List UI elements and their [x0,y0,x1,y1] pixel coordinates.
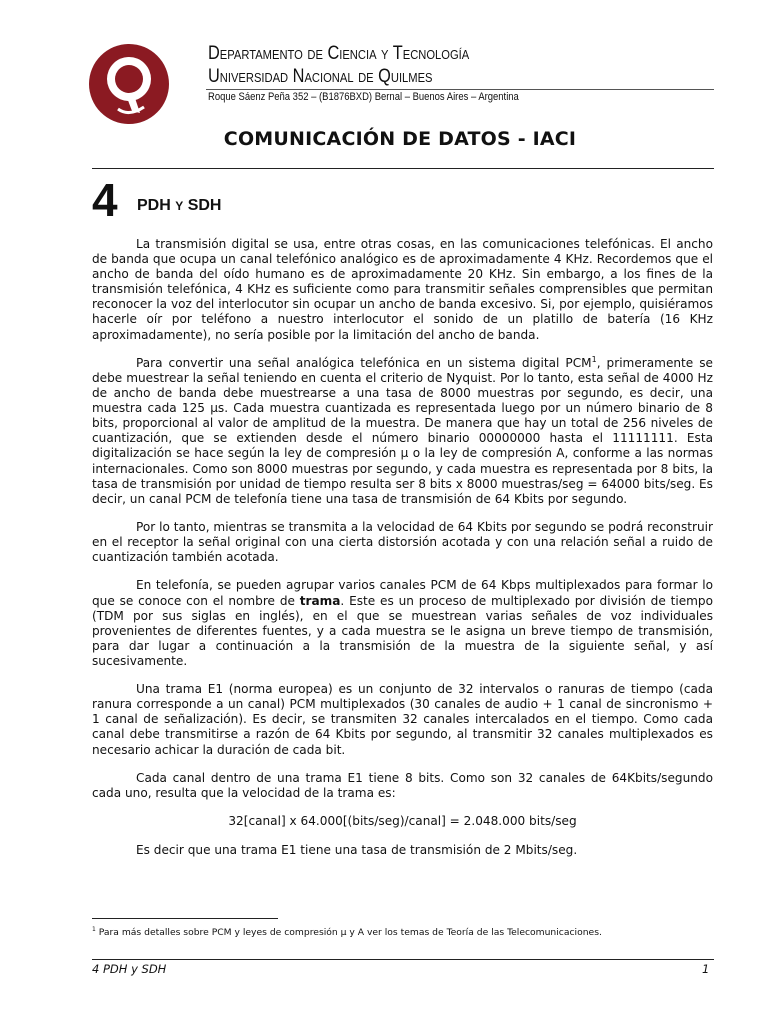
university-name: Universidad Nacional de Quilmes [208,66,433,87]
paragraph-2 [92,356,713,507]
document-title: COMUNICACIÓN DE DATOS - IACI [223,128,577,150]
footnote-text: Para más detalles sobre PCM y leyes de compresión µ y A ver los temas de Teoría de las Telecomunicaciones. [95,927,602,939]
chapter-title-part2: Y [175,199,184,213]
footnote-mark: 1 [92,926,96,933]
paragraph-6: Cada canal dentro de una trama E1 tiene 8 bits. Como son 32 canales de 64Kbits/segundo cada uno, resulta que la velocidad de la trama es: [92,770,713,800]
university-logo [88,43,170,125]
chapter-title-part1: PDH [137,197,176,214]
paragraph-4 [92,578,713,669]
paragraph-2-b: , primeramente se debe muestrear la señal teniendo en cuenta el criterio de Nyquist. Por lo tanto, esta señal de 4000 Hz de ancho de banda debe muestrearse a una tasa de 8000 muestras por segundo, es decir, una muestra cada 125 µs. Cada muestra cuantizada es representada luego por un número binario de 8 bits, proporcional al valor de amplitud de la muestra. De manera que hay un total de 256 niveles de cuantización, que se extienden desde el número binario 00000000 hasta el 11111111. Esta digitalización se hace según la ley de compresión µ o la ley de compresión A, conforme a las normas internacionales. Como son 8000 muestras por segundo, y cada muestra es representada por 8 bits, la tasa de transmisión por unidad de tiempo resulta ser 8 bits x 8000 muestras/seg = 64000 bits/seg. Es decir, un canal PCM de telefonía tiene una tasa de transmisión de 64 Kbits por segundo. [92,355,713,506]
paragraph-4-a: En telefonía, se pueden agrupar varios canales PCM de 64 Kbps multiplexados para formar lo que se conoce con el nombre de [92,578,713,608]
footnote-ref: 1 [591,354,597,364]
formula: 32[canal] x 64.000[(bits/seg)/canal] = 2.048.000 bits/seg [228,814,577,829]
body-text [92,237,713,871]
chapter-title-part3: SDH [183,197,222,214]
term-trama: trama [299,593,341,608]
chapter-number: 4 [92,174,118,226]
chapter-title [137,197,221,215]
footnote [92,924,732,939]
page-number: 1 [702,962,710,976]
paragraph-1: La transmisión digital se usa, entre otras cosas, en las comunicaciones telefónicas. El ancho de banda que ocupa un canal telefónico analógico es de aproximadamente 4 KHz. Recordemos que el ancho de banda del oído humano es de aproximadamente 20 KHz. Sin embargo, a los fines de la transmisión telefónica, 4 KHz es suficiente como para transmitir señales comprensibles que permitan reconocer la voz del interlocutor sin ocupar un ancho de banda excesivo. Si, por ejemplo, quisiéramos hacerle oír por teléfono a nuestro interlocutor el sonido de un platillo de batería (16 KHz aproximadamente), no sería posible por la limitación del ancho de banda. [92,237,713,342]
paragraph-7: Es decir que una trama E1 tiene una tasa de transmisión de 2 Mbits/seg. [136,842,578,857]
footer-chapter: 4 PDH y SDH [92,962,167,976]
footnote-divider [92,918,278,919]
header-block [208,42,718,88]
department-name: Departamento de Ciencia y Tecnología [208,43,470,64]
address: Roque Sáenz Peña 352 – (B1876BXD) Bernal – Buenos Aires – Argentina [208,91,519,103]
footer-divider [92,959,714,960]
paragraph-3: Por lo tanto, mientras se transmita a la velocidad de 64 Kbits por segundo se podrá reconstruir en el receptor la señal original con una cierta distorsión acotada y con una relación señal a ruido de cuantización también acotada. [92,519,713,565]
header-divider [206,89,714,90]
paragraph-2-a: Para convertir una señal analógica telefónica en un sistema digital PCM [136,355,592,370]
title-divider [92,168,714,169]
paragraph-5: Una trama E1 (norma europea) es un conjunto de 32 intervalos o ranuras de tiempo (cada ranura corresponde a un canal) PCM multiplexados (30 canales de audio + 1 canal de sincronismo + 1 canal de señalización). Es decir, se transmiten 32 canales intercalados en el tiempo. Como cada canal debe transmitirse a razón de 64 Kbits por segundo, al transmitir 32 canales multiplexados es necesario achicar la duración de cada bit. [92,682,713,757]
paragraph-4-b: . Este es un proceso de multiplexado por división de tiempo (TDM por sus siglas en inglés), en el que se muestrean varias señales de voz individuales provenientes de diferentes fuentes, y a cada muestra se le asigna un breve tiempo de transmisión, para dar lugar a continuación a la transmisión de la muestra de la siguiente señal, y así sucesivamente. [92,593,713,668]
